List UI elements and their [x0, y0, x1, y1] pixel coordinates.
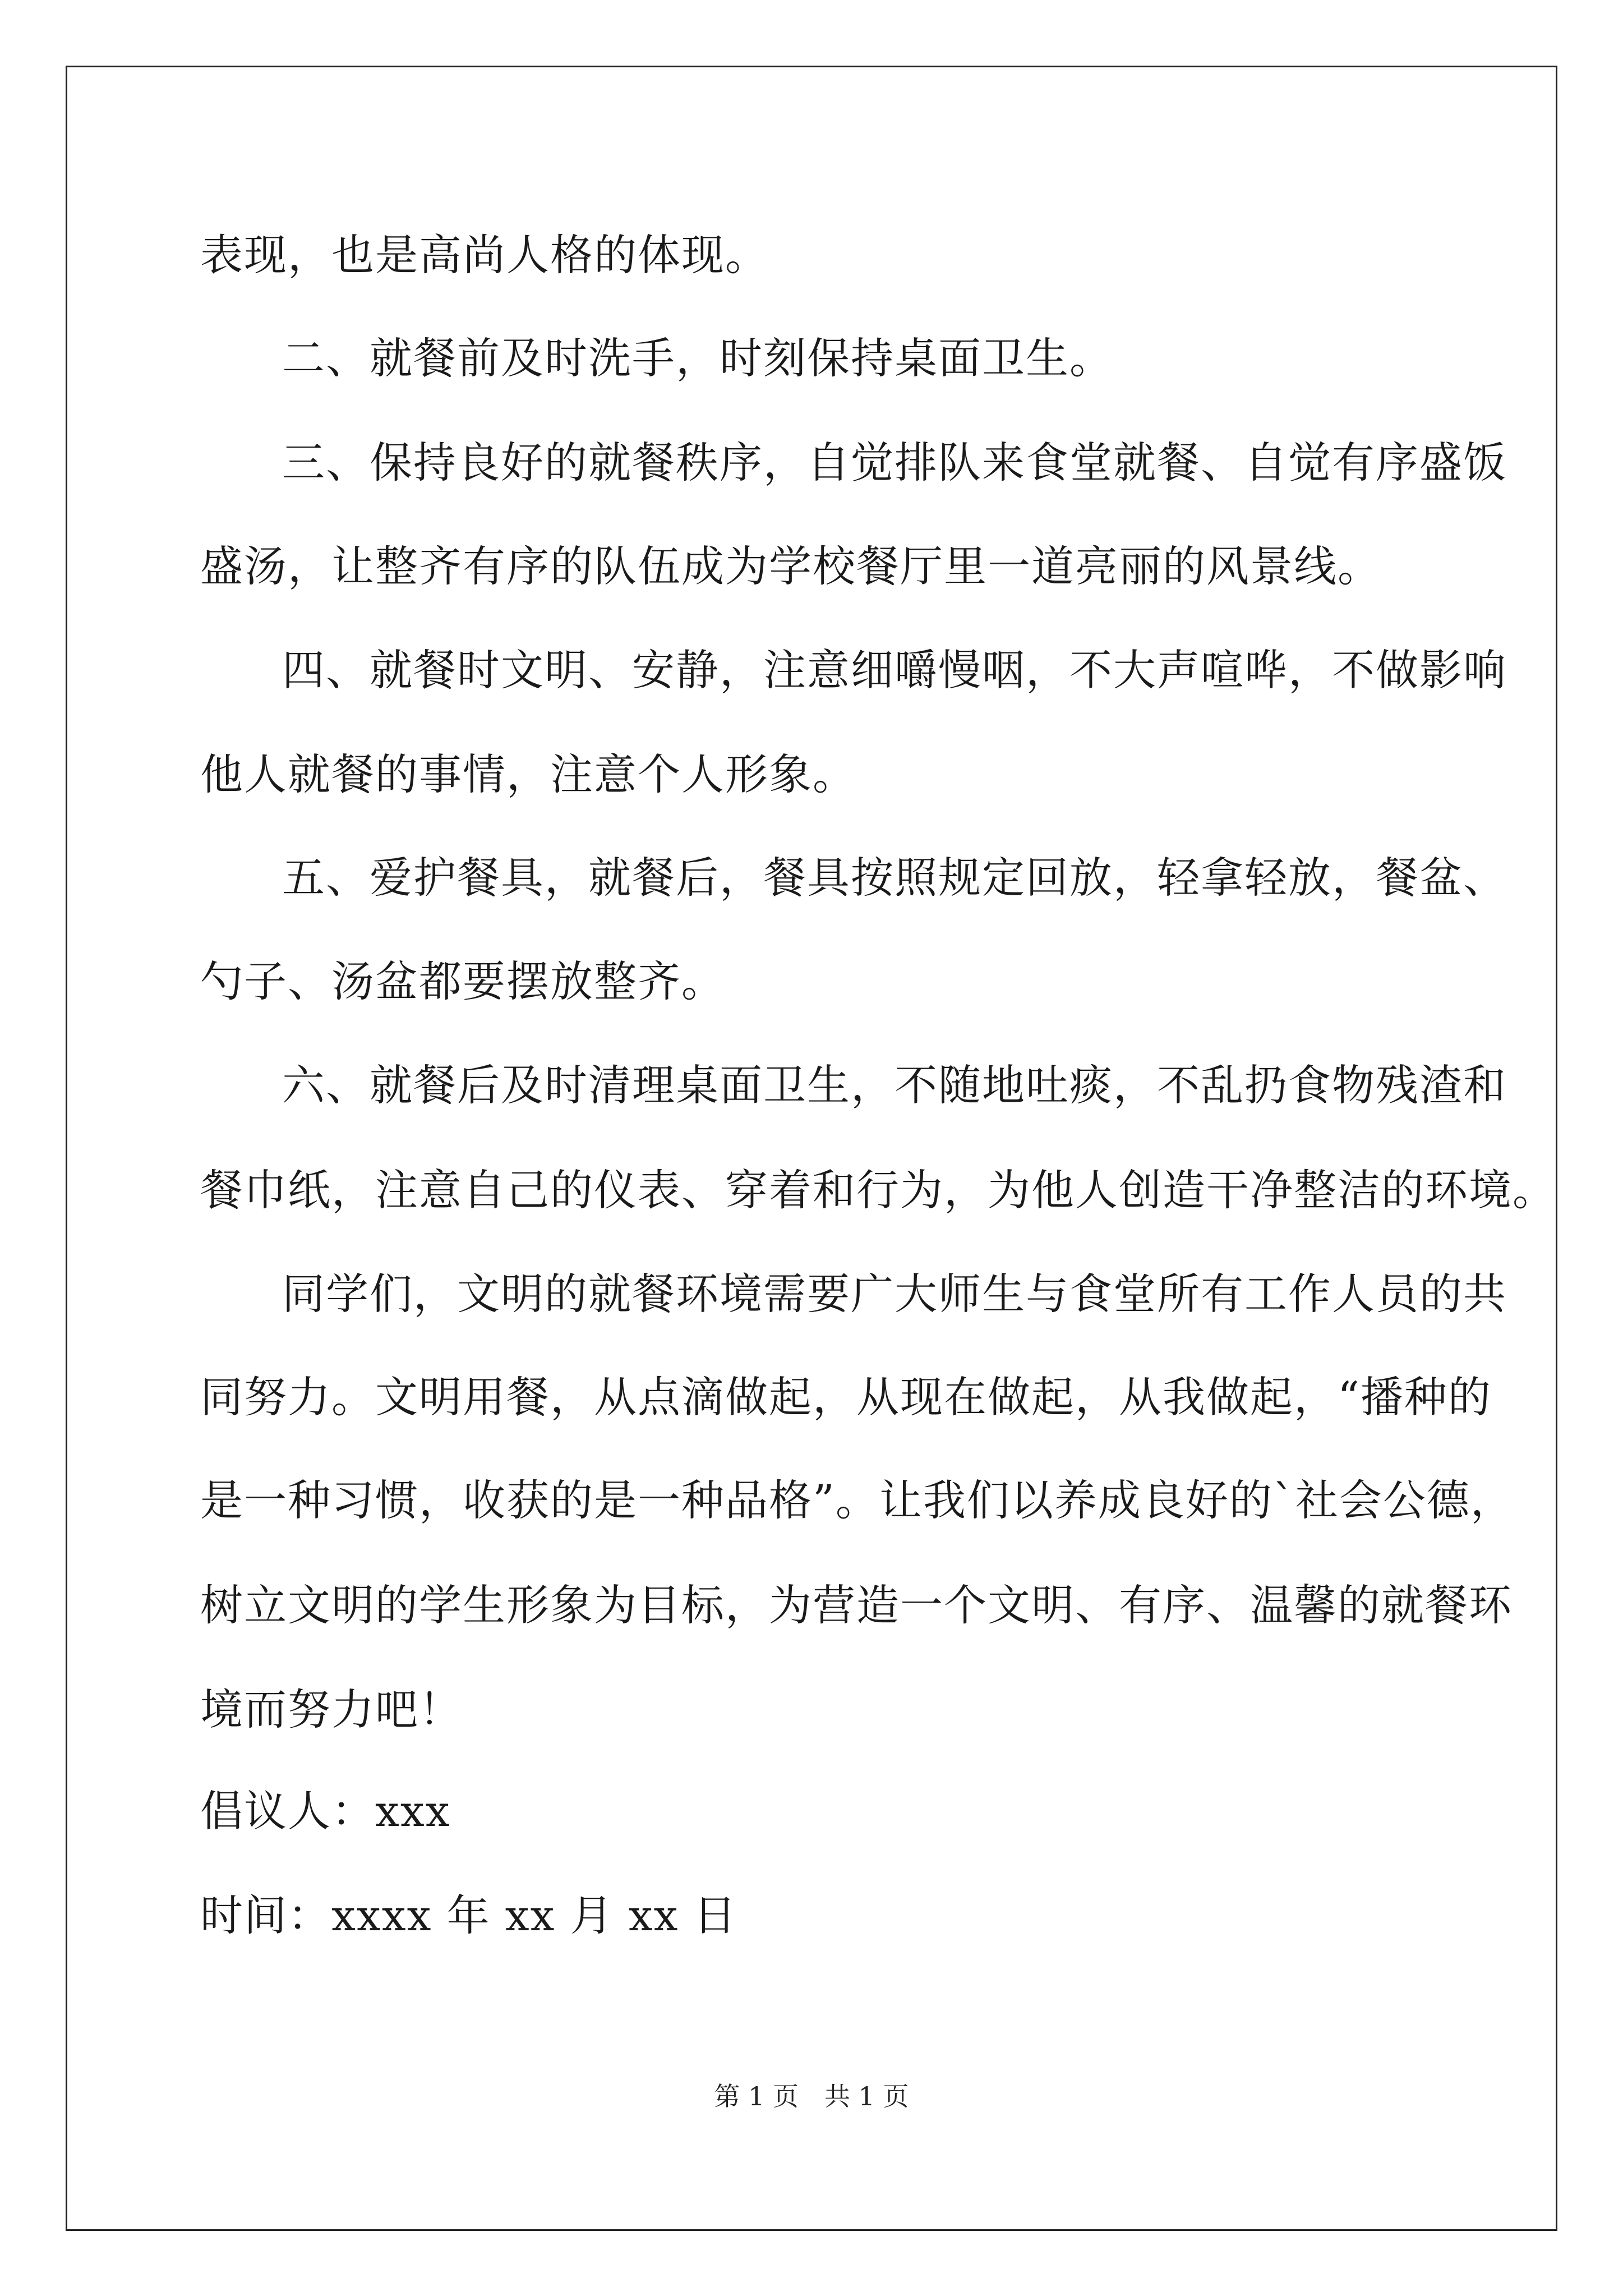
text-line: 餐巾纸，注意自己的仪表、穿着和行为，为他人创造干净整洁的环境。: [200, 1165, 1556, 1215]
text-line: 他人就餐的事情，注意个人形象。: [200, 749, 856, 799]
text-line: 是一种习惯，收获的是一种品格”。让我们以养成良好的`社会公德，: [200, 1475, 1514, 1525]
text-line: 境而努力吧！: [200, 1685, 463, 1734]
text-line: 同努力。文明用餐，从点滴做起，从现在做起，从我做起，“播种的: [200, 1372, 1492, 1422]
text-line: 树立文明的学生形象为目标，为营造一个文明、有序、温馨的就餐环: [200, 1580, 1513, 1630]
text-line: 六、就餐后及时清理桌面卫生，不随地吐痰，不乱扔食物残渣和: [282, 1060, 1507, 1110]
text-line: 三、保持良好的就餐秩序，自觉排队来食堂就餐、自觉有序盛饭: [282, 438, 1507, 487]
text-line: 同学们，文明的就餐环境需要广大师生与食堂所有工作人员的共: [282, 1269, 1507, 1319]
page-number: 第 1 页 共 1 页: [714, 2081, 909, 2111]
text-line: 勺子、汤盆都要摆放整齐。: [200, 956, 725, 1006]
text-line: 二、就餐前及时洗手，时刻保持桌面卫生。: [282, 333, 1113, 383]
text-line: 五、爱护餐具，就餐后，餐具按照规定回放，轻拿轻放，餐盆、: [282, 853, 1507, 903]
signature-line: 倡议人：xxx: [200, 1786, 451, 1836]
text-line: 盛汤，让整齐有序的队伍成为学校餐厅里一道亮丽的风景线。: [200, 541, 1381, 591]
date-line: 时间：xxxx 年 xx 月 xx 日: [200, 1890, 737, 1940]
text-line: 表现，也是高尚人格的体现。: [200, 230, 769, 280]
text-line: 四、就餐时文明、安静，注意细嚼慢咽，不大声喧哗，不做影响: [282, 645, 1507, 695]
